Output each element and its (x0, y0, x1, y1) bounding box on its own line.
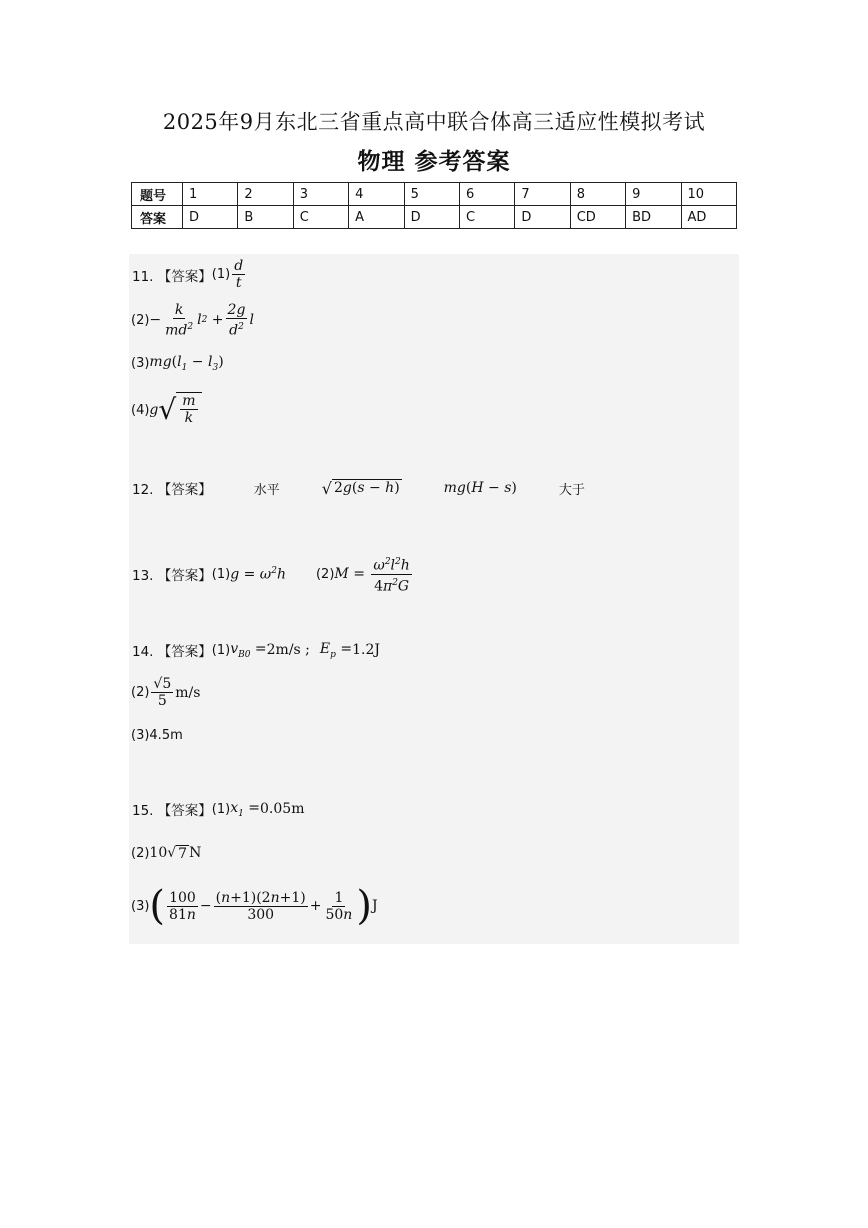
table-cell: C (293, 206, 348, 229)
q15-line2 (131, 845, 201, 862)
q15-part3-label: (3) (131, 898, 150, 914)
q14-part2-label: (2) (131, 685, 150, 700)
table-cell: C (459, 206, 514, 229)
q12-answer4: 大于 (558, 482, 585, 498)
table-cell: 1 (183, 183, 238, 206)
q15-part1-label: (1) (211, 801, 231, 817)
q11-part3-label: (3) (131, 355, 150, 371)
q15-line3 (131, 883, 378, 929)
q15-formula1: $x_1$ = (230, 799, 261, 819)
q13-part2-label: (2) (315, 566, 335, 582)
solutions-panel (129, 254, 739, 944)
table-cell: D (515, 206, 570, 229)
q13-part1-label: (1) (211, 566, 231, 582)
table-cell: 7 (515, 183, 570, 206)
answer-table (131, 182, 737, 229)
q14-formula1b: $E_p$ = (319, 640, 353, 660)
q12-answer3: mg(H − s) (443, 480, 517, 496)
q11-part1-label: (1) (211, 267, 231, 282)
exam-title: 2025年9月东北三省重点高中联合体高三适应性模拟考试 (162, 110, 706, 134)
table-cell: BD (626, 206, 681, 229)
q11-line1 (132, 258, 247, 291)
table-cell: D (183, 206, 238, 229)
table-cell: A (349, 206, 404, 229)
table-cell: AD (681, 206, 736, 229)
q13-formula1: $g = \omega^2h$ (230, 565, 286, 583)
q14-part1-label: (1) (211, 642, 231, 658)
q12-line (132, 478, 585, 498)
table-cell: 10 (681, 183, 736, 206)
q11-line3 (131, 354, 224, 373)
q11-line4 (131, 392, 202, 428)
q14-label: 14. 【答案】 (132, 644, 212, 660)
table-cell: D (404, 206, 459, 229)
table-cell: B (238, 206, 293, 229)
q14-part3-answer: (3)4.5m (131, 728, 183, 743)
q11-formula4: g √ $\frac{m}{k}$ (149, 392, 201, 428)
q15-answer1: 0.05m (260, 801, 305, 817)
table-cell: 2 (238, 183, 293, 206)
q13-formula2: M = $\frac{\omega^2l^2h}{4\pi^2G}$ (334, 554, 413, 594)
q11-formula1: $\frac{d}{t}$ (234, 258, 244, 291)
q15-line1 (132, 799, 304, 819)
answer-key-title: 物理 参考答案 (357, 149, 511, 175)
q11-label: 11. 【答案】 (132, 268, 212, 285)
table-cell: 5 (404, 183, 459, 206)
q14-formula2: $\frac{√5}{5}$ m/s (153, 676, 201, 709)
table-cell: 6 (459, 183, 514, 206)
q14-line3 (131, 728, 183, 743)
q14-line1 (132, 640, 380, 660)
table-cell: 4 (349, 183, 404, 206)
q15-part2-label: (2) (131, 846, 150, 861)
table-cell: 8 (570, 183, 625, 206)
q12-label: 12. 【答案】 (132, 482, 212, 498)
q13-line (132, 554, 414, 594)
table-header-answer: 答案 (132, 206, 183, 229)
q15-formula3: ( $\frac{100}{81n}$ − $\frac{(n+1)(2n+1)}{300}$ + $\frac{1}{50n}$ ) J (149, 883, 378, 929)
q11-part4-label: (4) (131, 402, 150, 418)
table-header-number: 题号 (132, 183, 183, 206)
table-cell: 3 (293, 183, 348, 206)
q13-label: 13. 【答案】 (132, 568, 212, 585)
q11-formula2: − $\frac{k}{md^2}$ l 2 + $\frac{2g}{d^2}$ l (149, 302, 254, 339)
q14-answer1: 2m/s ; (266, 642, 310, 658)
q14-line2 (131, 676, 200, 709)
q12-answer1: 水平 (253, 482, 280, 498)
q11-line2 (131, 302, 254, 339)
q15-label: 15. 【答案】 (132, 803, 212, 819)
table-row-numbers (132, 183, 737, 206)
q14-formula1: $v_{B0}$ = (230, 640, 267, 660)
q14-answer1b: 1.2J (352, 642, 380, 658)
q12-answer2: √ 2g(s − h) (321, 478, 400, 498)
q11-part2-label: (2) (131, 312, 150, 328)
q15-formula2: 10 √ 7 N (149, 845, 202, 862)
q11-formula3: $mg(l_1 - l_3)$ (149, 354, 224, 373)
table-row-answers (132, 206, 737, 229)
table-cell: 9 (626, 183, 681, 206)
table-cell: CD (570, 206, 625, 229)
